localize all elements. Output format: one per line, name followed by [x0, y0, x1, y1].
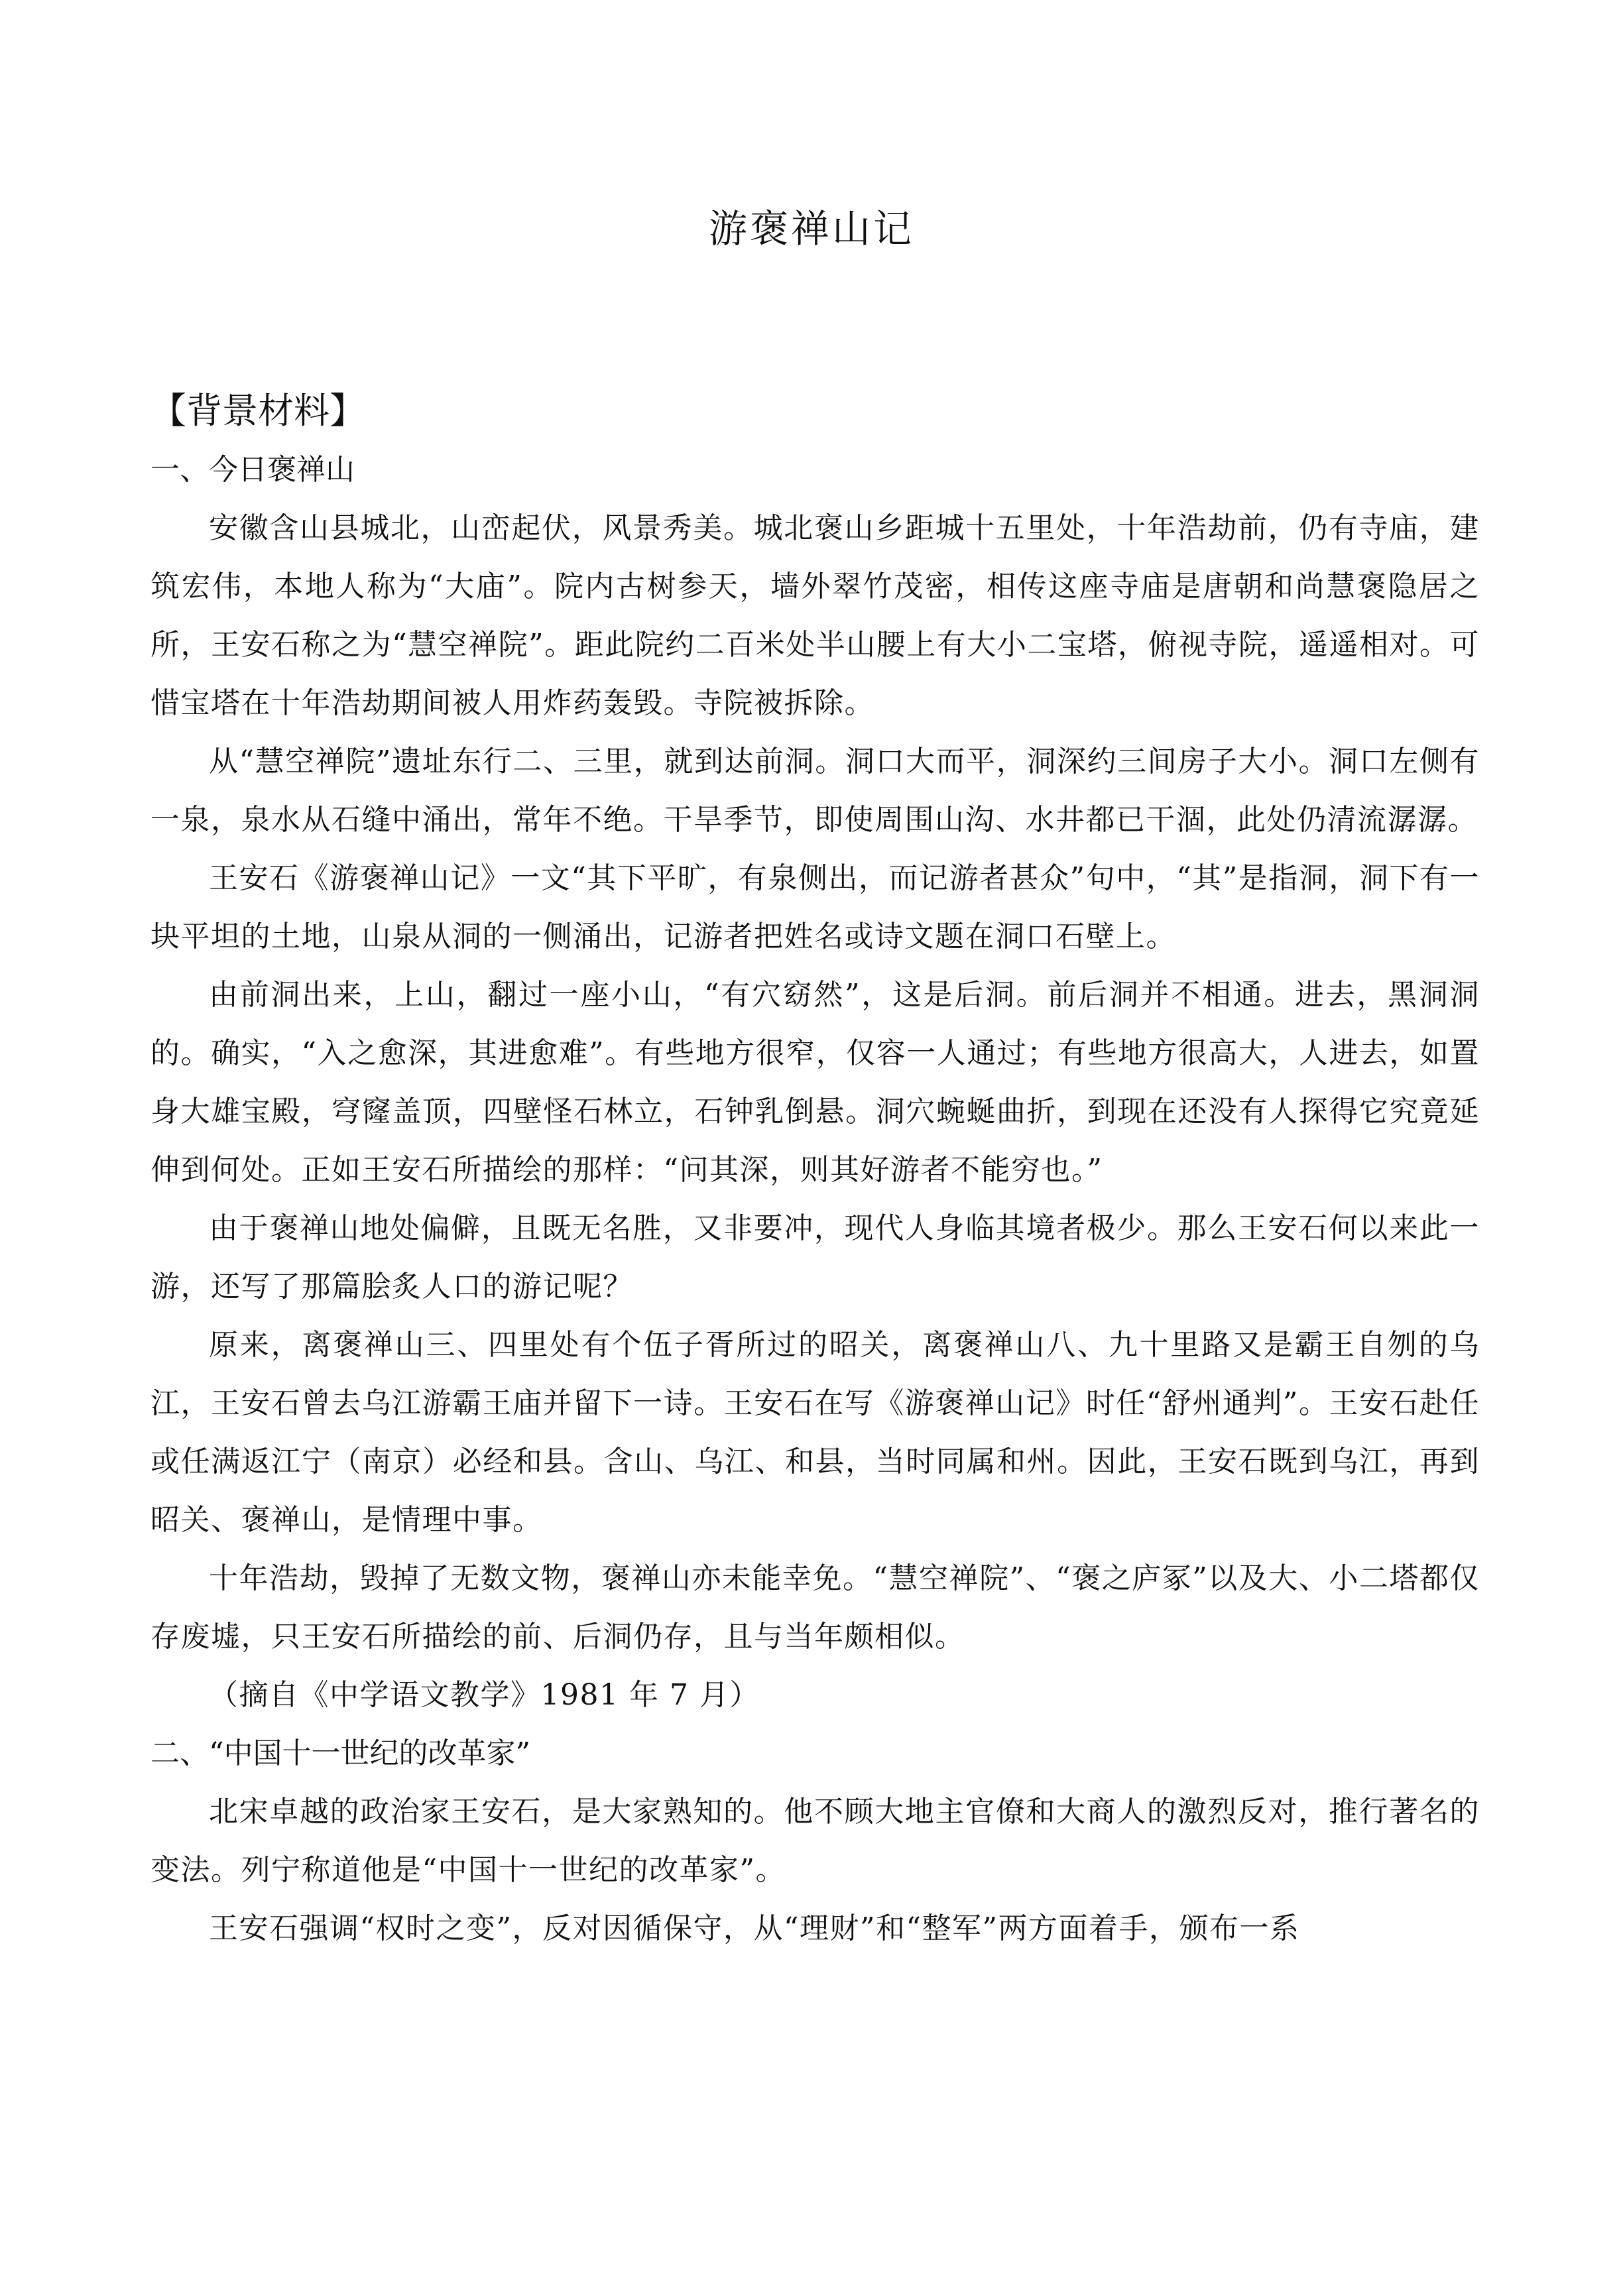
part1-paragraph: 由于褒禅山地处偏僻，且既无名胜，又非要冲，现代人身临其境者极少。那么王安石何以来此一游，还写了那篇脍炙人口的游记呢？: [150, 1211, 1480, 1303]
section-heading: 【背景材料】: [150, 390, 365, 432]
part1-source-citation: （摘自《中学语文教学》1981 年 7 月）: [209, 1678, 760, 1712]
part1-paragraph: 安徽含山县城北，山峦起伏，风景秀美。城北褒山乡距城十五里处，十年浩劫前，仍有寺庙，建筑宏伟，本地人称为“大庙”。院内古树参天，墙外翠竹茂密，相传这座寺庙是唐朝和尚慧褒隐居之所，王安石称之为“慧空禅院”。距此院约二百米处半山腰上有大小二宝塔，俯视寺院，遥遥相对。可惜宝塔在十年浩劫期间被人用炸药轰毁。寺院被拆除。: [150, 511, 1480, 720]
part2-paragraph: 北宋卓越的政治家王安石，是大家熟知的。他不顾大地主官僚和大商人的激烈反对，推行著名的变法。列宁称道他是“中国十一世纪的改革家”。: [150, 1795, 1480, 1887]
part1-heading: 一、今日褒禅山: [150, 453, 355, 487]
part1-paragraph: 原来，离褒禅山三、四里处有个伍子胥所过的昭关，离褒禅山八、九十里路又是霸王自刎的乌江，王安石曾去乌江游霸王庙并留下一诗。王安石在写《游褒禅山记》时任“舒州通判”。王安石赴任或任满返江宁（南京）必经和县。含山、乌江、和县，当时同属和州。因此，王安石既到乌江，再到昭关、褒禅山，是情理中事。: [150, 1328, 1480, 1537]
document-title: 游褒禅山记: [708, 206, 914, 251]
document-body: [150, 381, 1480, 1958]
part1-paragraph: 王安石《游褒禅山记》一文“其下平旷，有泉侧出，而记游者甚众”句中，“其”是指洞，洞下有一块平坦的土地，山泉从洞的一侧涌出，记游者把姓名或诗文题在洞口石壁上。: [150, 861, 1480, 953]
part2-heading: 二、“中国十一世纪的改革家”: [150, 1736, 530, 1770]
part1-paragraph: 十年浩劫，毁掉了无数文物，褒禅山亦未能幸免。“慧空禅院”、“褒之庐冢”以及大、小二塔都仅存废墟，只王安石所描绘的前、后洞仍存，且与当年颇相似。: [150, 1561, 1480, 1654]
part2-paragraph: 王安石强调“权时之变”，反对因循保守，从“理财”和“整军”两方面着手，颁布一系: [209, 1911, 1300, 1945]
part1-paragraph: 由前洞出来，上山，翻过一座小山，“有穴窈然”，这是后洞。前后洞并不相通。进去，黑洞洞的。确实，“入之愈深，其进愈难”。有些地方很窄，仅容一人通过；有些地方很高大，人进去，如置身大雄宝殿，穹窿盖顶，四壁怪石林立，石钟乳倒悬。洞穴蜿蜒曲折，到现在还没有人探得它究竟延伸到何处。正如王安石所描绘的那样：“问其深，则其好游者不能穷也。”: [150, 978, 1480, 1187]
part1-paragraph: 从“慧空禅院”遗址东行二、三里，就到达前洞。洞口大而平，洞深约三间房子大小。洞口左侧有一泉，泉水从石缝中涌出，常年不绝。干旱季节，即使周围山沟、水井都已干涸，此处仍清流潺潺。: [150, 745, 1480, 837]
